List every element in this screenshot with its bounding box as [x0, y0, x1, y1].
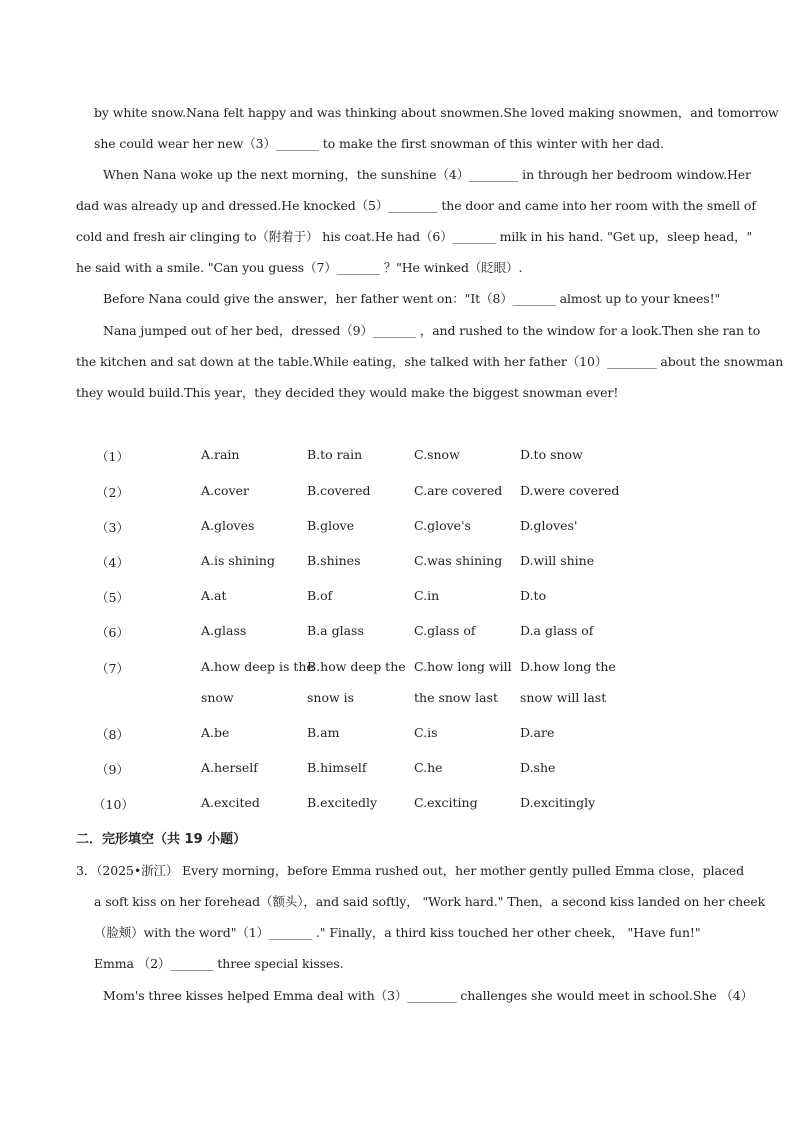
passage-line: Nana jumped out of her bed，dressed（9）_______ ，and rushed to the window for a look.Then she ran to	[103, 323, 761, 338]
option-a[interactable]: A.herself	[201, 760, 258, 775]
option-d[interactable]: D.how long the	[520, 659, 616, 674]
option-b[interactable]: B.himself	[307, 760, 367, 775]
option-d[interactable]: D.a glass of	[520, 623, 594, 638]
option-number: （1）	[96, 449, 129, 464]
option-d[interactable]: D.are	[520, 725, 555, 740]
option-a[interactable]: A.be	[201, 725, 230, 740]
option-b[interactable]: B.shines	[307, 553, 361, 568]
option-c[interactable]: C.exciting	[414, 795, 478, 810]
question-line: （脸颊）with the word"（1）_______ ." Finally，a third kiss touched her other cheek， "Have fun!"	[94, 925, 701, 940]
option-b[interactable]: B.a glass	[307, 623, 364, 638]
option-c-cont[interactable]: the snow last	[414, 690, 498, 705]
option-b[interactable]: B.of	[307, 588, 333, 603]
question-line: Emma （2）_______ three special kisses.	[94, 956, 344, 971]
option-number: （10）	[93, 797, 134, 812]
option-a[interactable]: A.cover	[201, 483, 249, 498]
option-d[interactable]: D.to	[520, 588, 547, 603]
option-c[interactable]: C.in	[414, 588, 440, 603]
option-a[interactable]: A.at	[201, 588, 227, 603]
passage-line: Before Nana could give the answer，her father went on："It（8）_______ almost up to your knees!"	[103, 291, 721, 306]
option-b[interactable]: B.glove	[307, 518, 355, 533]
option-a-cont[interactable]: snow	[201, 690, 234, 705]
option-d[interactable]: D.will shine	[520, 553, 595, 568]
option-number: （4）	[96, 555, 129, 570]
option-c[interactable]: C.are covered	[414, 483, 503, 498]
option-number: （6）	[96, 625, 129, 640]
option-c[interactable]: C.was shining	[414, 553, 503, 568]
option-c[interactable]: C.he	[414, 760, 443, 775]
option-number: （5）	[96, 590, 129, 605]
option-b[interactable]: B.am	[307, 725, 340, 740]
option-a[interactable]: A.how deep is the	[201, 659, 314, 674]
option-d-cont[interactable]: snow will last	[520, 690, 607, 705]
option-c[interactable]: C.glass of	[414, 623, 476, 638]
option-number: （7）	[96, 661, 129, 676]
option-d[interactable]: D.excitingly	[520, 795, 596, 810]
option-a[interactable]: A.glass	[201, 623, 247, 638]
passage-line: she could wear her new（3）_______ to make the first snowman of this winter with her dad.	[94, 136, 664, 151]
passage-line: he said with a smile. "Can you guess（7）_______ ？"He winked（眨眼）.	[76, 260, 523, 275]
option-number: （8）	[96, 727, 129, 742]
option-number: （2）	[96, 485, 129, 500]
option-c[interactable]: C.snow	[414, 447, 460, 462]
question-line: 3．（2025•浙江） Every morning，before Emma rushed out，her mother gently pulled Emma close，placed	[76, 863, 744, 878]
option-c[interactable]: C.how long will	[414, 659, 512, 674]
option-c[interactable]: C.glove's	[414, 518, 471, 533]
option-b-cont[interactable]: snow is	[307, 690, 355, 705]
option-d[interactable]: D.gloves'	[520, 518, 578, 533]
option-b[interactable]: B.excitedly	[307, 795, 378, 810]
passage-line: dad was already up and dressed.He knocked（5）________ the door and came into her room with the smell of	[76, 198, 756, 213]
passage-line: cold and fresh air clinging to（附着于） his coat.He had（6）_______ milk in his hand. "Get up，sleep head，"	[76, 229, 753, 244]
option-a[interactable]: A.is shining	[201, 553, 275, 568]
passage-line: the kitchen and sat down at the table.While eating，she talked with her father（10）________ about the snowman	[76, 354, 784, 369]
question-line: a soft kiss on her forehead（额头），and said softly， "Work hard." Then，a second kiss landed on her cheek	[94, 894, 766, 909]
option-d[interactable]: D.she	[520, 760, 556, 775]
option-a[interactable]: A.gloves	[201, 518, 255, 533]
option-b[interactable]: B.covered	[307, 483, 371, 498]
passage-line: by white snow.Nana felt happy and was thinking about snowmen.She loved making snowmen，and tomorrow	[94, 105, 779, 120]
option-number: （9）	[96, 762, 129, 777]
option-c[interactable]: C.is	[414, 725, 438, 740]
option-a[interactable]: A.rain	[201, 447, 240, 462]
option-a[interactable]: A.excited	[201, 795, 260, 810]
question-line: Mom's three kisses helped Emma deal with（3）________ challenges she would meet in school.She （4）	[103, 988, 754, 1003]
option-b[interactable]: B.to rain	[307, 447, 363, 462]
option-d[interactable]: D.to snow	[520, 447, 583, 462]
option-b[interactable]: B.how deep the	[307, 659, 406, 674]
passage-line: they would build.This year，they decided they would make the biggest snowman ever!	[76, 385, 619, 400]
passage-line: When Nana woke up the next morning，the sunshine（4）________ in through her bedroom window.Her	[103, 167, 751, 182]
option-d[interactable]: D.were covered	[520, 483, 620, 498]
section-title: 二．完形填空（共 19 小题）	[76, 832, 247, 847]
option-number: （3）	[96, 520, 129, 535]
